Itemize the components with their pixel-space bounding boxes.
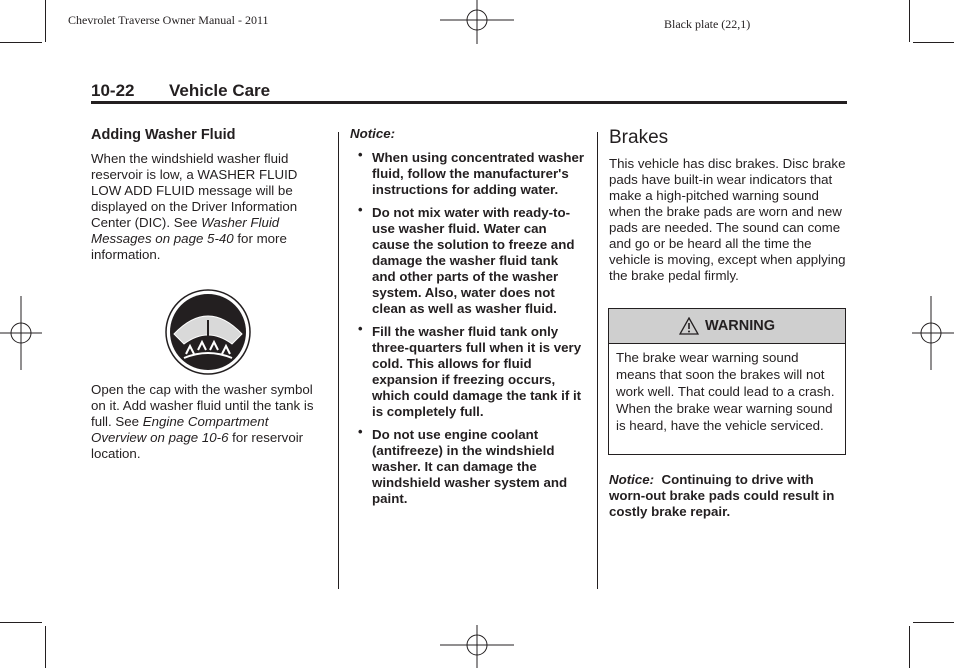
brake-notice [609,472,847,520]
crop-mark [0,622,42,623]
crop-mark [45,626,46,668]
crop-mark [909,626,910,668]
page-number: 10-22 [91,81,135,100]
warning-triangle-icon [679,317,699,335]
bullet-icon: • [358,424,363,439]
cross-reference-link[interactable]: Engine Compartment Overview on page 10-6 [91,414,269,445]
bullet-text: Do not mix water with ready-to-use washer fluid. Water can cause the solution to freeze and damage the washer fluid tank and other parts of the washer system. Also, water does not clean as well as washer fluid. [372,205,575,316]
heading-rule [91,101,847,104]
manual-title: Chevrolet Traverse Owner Manual - 2011 [68,13,269,27]
plate-label: Black plate (22,1) [664,17,751,31]
list-item [350,202,585,317]
registration-mark-bottom [440,625,514,668]
list-item [350,424,585,507]
registration-mark-top [440,0,514,44]
page-heading [91,81,270,101]
list-item [350,321,585,420]
warning-title: WARNING [704,318,776,334]
column-divider [597,132,598,589]
paragraph-text: for reservoir location. [91,430,304,461]
washer-fluid-paragraph-1 [91,151,323,263]
registration-mark-right [912,296,954,370]
bullet-icon: • [358,202,363,217]
warning-box [608,308,846,455]
column-divider [338,132,339,589]
paragraph-text: Open the cap with the washer symbol on it. Add washer fluid until the tank is full. See [91,382,314,429]
brakes-heading: Brakes [609,127,669,148]
brakes-paragraph: This vehicle has disc brakes. Disc brake pads have built-in wear indicators that make a high-pitched warning sound when the brake pads are worn and new pads are needed. The sound can come and go or be heard all the time the vehicle is moving, except when applying the brake pedal firmly. [609,156,846,283]
bullet-icon: • [358,147,363,162]
registration-mark-left [0,296,42,370]
paragraph-text: When the windshield washer fluid reservoir is low, a WASHER FLUID LOW ADD FLUID message will be displayed on the Driver Information Center (DIC). See [91,151,298,230]
washer-fluid-symbol-icon [164,288,252,376]
bullet-text: Do not use engine coolant (antifreeze) in the windshield washer. It can damage the windshield washer system and paint. [372,427,568,506]
notice-bullet-list [350,147,585,514]
washer-fluid-paragraph-2 [91,382,323,462]
section-title: Vehicle Care [169,81,271,100]
crop-mark [909,0,910,42]
warning-text: The brake wear warning sound means that soon the brakes will not work well. That could lead to a crash. When the brake wear warning sound is heard, have the vehicle serviced. [616,350,835,433]
notice-label: Notice: [350,126,396,141]
bullet-icon: • [358,321,363,336]
bullet-text: When using concentrated washer fluid, follow the manufacturer's instructions for adding water. [372,150,585,197]
crop-mark [45,0,46,42]
notice-text: Continuing to drive with worn-out brake pads could result in costly brake repair. [609,472,835,519]
cross-reference-link[interactable]: Washer Fluid Messages on page 5-40 [91,215,280,246]
list-item [350,147,585,198]
adding-washer-fluid-heading: Adding Washer Fluid [91,127,236,143]
crop-mark [913,42,954,43]
paragraph-text: for more information. [91,231,287,262]
warning-header [609,309,845,344]
crop-mark [913,622,954,623]
bullet-text: Fill the washer fluid tank only three-quarters full when it is very cold. This allows for fluid expansion if freezing occurs, which could damage the tank if it is completely full. [372,324,582,419]
crop-mark [0,42,42,43]
notice-label: Notice: [609,472,655,487]
